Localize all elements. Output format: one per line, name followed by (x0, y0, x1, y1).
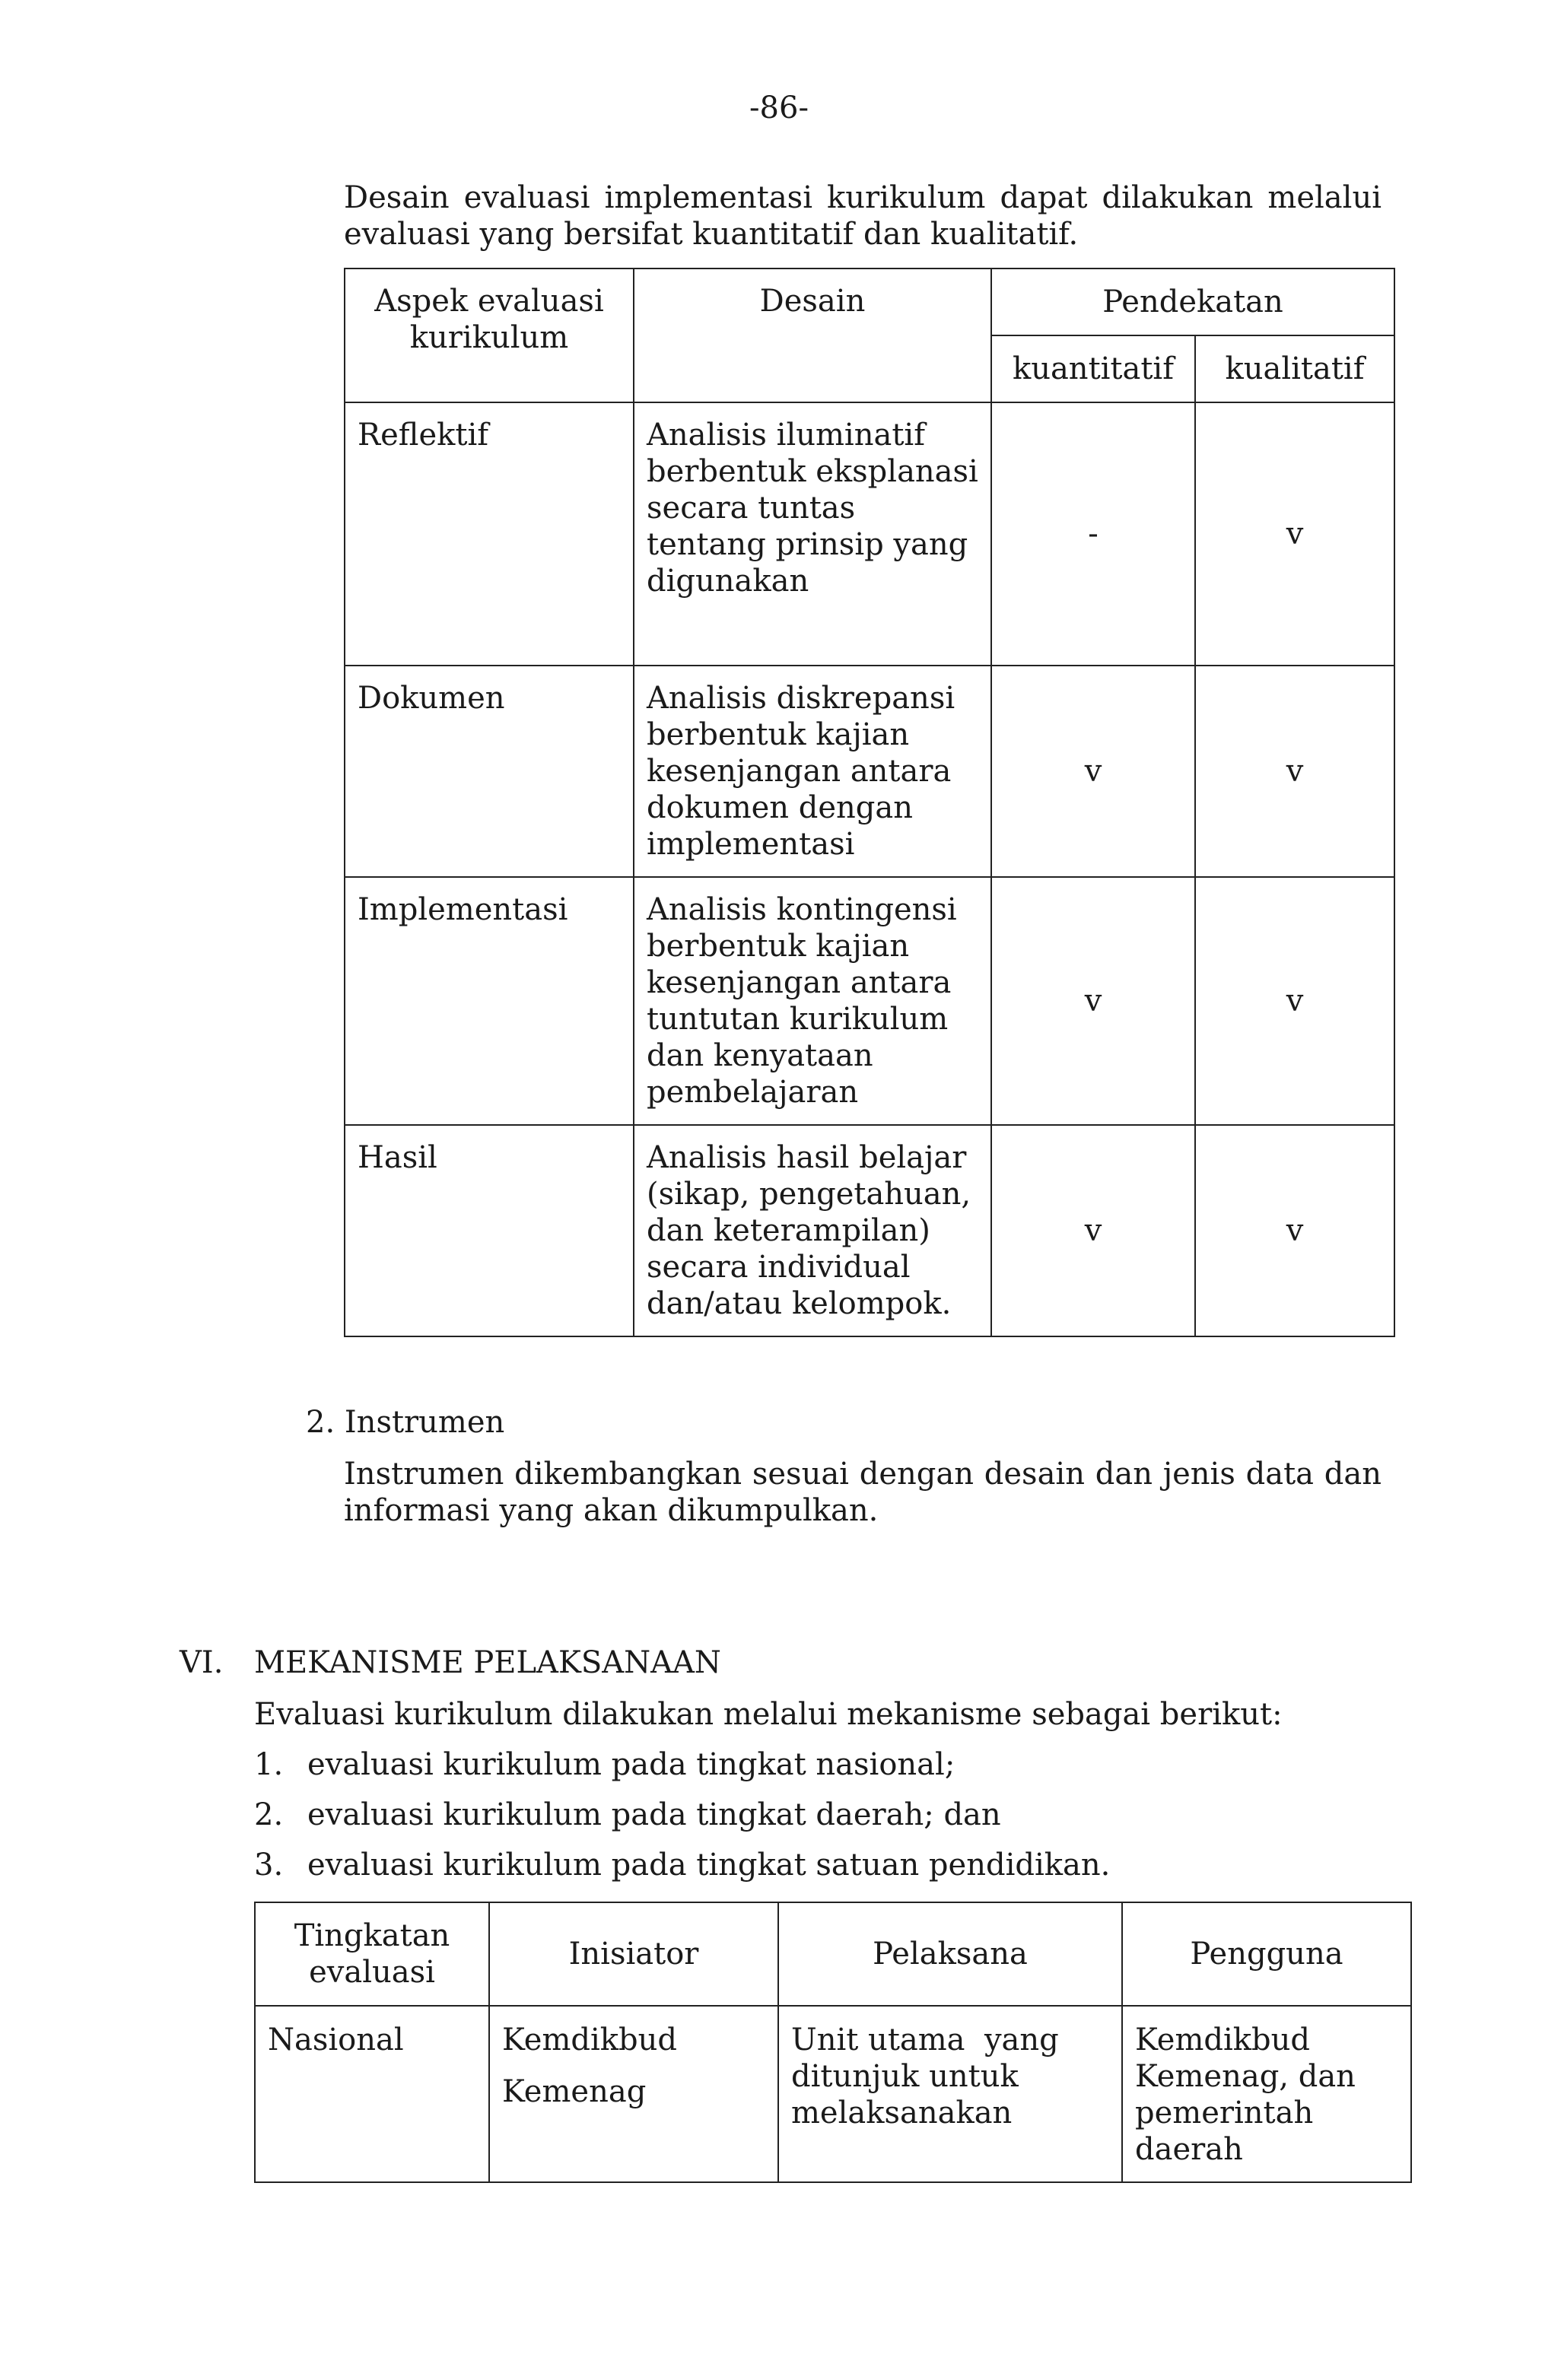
header-pelaksana: Pelaksana (778, 1902, 1122, 2006)
evaluation-design-table (344, 268, 1395, 1337)
header-inisiator: Inisiator (489, 1902, 778, 2006)
row-aspek: Implementasi (345, 877, 634, 1125)
table-row (345, 877, 1394, 1125)
list-item (254, 1746, 1110, 1797)
row-kuantitatif: - (991, 402, 1195, 666)
instrumen-body: Instrumen dikembangkan sesuai dengan desain dan jenis data dan informasi yang akan dikumpulkan. (344, 1457, 1382, 1528)
row-kualitatif: v (1195, 877, 1394, 1125)
row-kualitatif: v (1195, 402, 1394, 666)
table-row (345, 402, 1394, 666)
header-pendekatan: Pendekatan (991, 269, 1394, 335)
table-row (345, 666, 1394, 877)
header-kuantitatif: kuantitatif (991, 335, 1195, 402)
row-tingkatan: Nasional (255, 2006, 489, 2182)
instrumen-title: 2. Instrumen (306, 1405, 505, 1440)
inisiator-line: Kemenag (502, 2074, 647, 2109)
row-kualitatif: v (1195, 1125, 1394, 1336)
inisiator-line: Kemdikbud (502, 2023, 678, 2057)
header-desain: Desain (634, 269, 991, 402)
header-kualitatif: kualitatif (1195, 335, 1394, 402)
table-row (345, 1125, 1394, 1336)
row-inisiator (489, 2006, 778, 2182)
table-row (255, 2006, 1411, 2182)
row-kuantitatif: v (991, 666, 1195, 877)
header-tingkatan: Tingkatan evaluasi (255, 1902, 489, 2006)
row-desain: Analisis diskrepansi berbentuk kajian kesenjangan antara dokumen dengan implementasi (634, 666, 991, 877)
row-aspek: Dokumen (345, 666, 634, 877)
list-item (254, 1797, 1110, 1847)
row-desain: Analisis hasil belajar (sikap, pengetahuan, dan keterampilan) secara individual dan/atau kelompok. (634, 1125, 991, 1336)
row-pelaksana: Unit utama yang ditunjuk untuk melaksanakan (778, 2006, 1122, 2182)
header-aspek: Aspek evaluasi kurikulum (345, 269, 634, 402)
intro-paragraph: Desain evaluasi implementasi kurikulum dapat dilakukan melalui evaluasi yang bersifat kuantitatif dan kualitatif. (344, 180, 1382, 252)
list-item-text: evaluasi kurikulum pada tingkat daerah; dan (307, 1797, 1001, 1832)
section-title: MEKANISME PELAKSANAAN (254, 1645, 721, 1680)
page-number: -86- (749, 91, 809, 126)
row-kuantitatif: v (991, 1125, 1195, 1336)
mechanism-list (254, 1746, 1110, 1897)
list-item-text: evaluasi kurikulum pada tingkat satuan pendidikan. (307, 1848, 1111, 1883)
row-desain: Analisis kontingensi berbentuk kajian kesenjangan antara tuntutan kurikulum dan kenyataan pembelajaran (634, 877, 991, 1125)
row-aspek: Hasil (345, 1125, 634, 1336)
row-desain: Analisis iluminatif berbentuk eksplanasi secara tuntas tentang prinsip yang digunakan (634, 402, 991, 666)
mechanism-table (254, 1902, 1412, 2183)
header-pengguna: Pengguna (1122, 1902, 1411, 2006)
row-pengguna: Kemdikbud Kemenag, dan pemerintah daerah (1122, 2006, 1411, 2182)
row-kuantitatif: v (991, 877, 1195, 1125)
list-item-number: 2. (254, 1797, 284, 1832)
row-kualitatif: v (1195, 666, 1394, 877)
list-item (254, 1847, 1110, 1897)
list-item-number: 1. (254, 1747, 284, 1782)
row-aspek: Reflektif (345, 402, 634, 666)
list-item-text: evaluasi kurikulum pada tingkat nasional; (307, 1747, 955, 1782)
list-item-number: 3. (254, 1848, 284, 1883)
section-number: VI. (180, 1645, 224, 1680)
section-lead: Evaluasi kurikulum dilakukan melalui mekanisme sebagai berikut: (254, 1697, 1283, 1732)
